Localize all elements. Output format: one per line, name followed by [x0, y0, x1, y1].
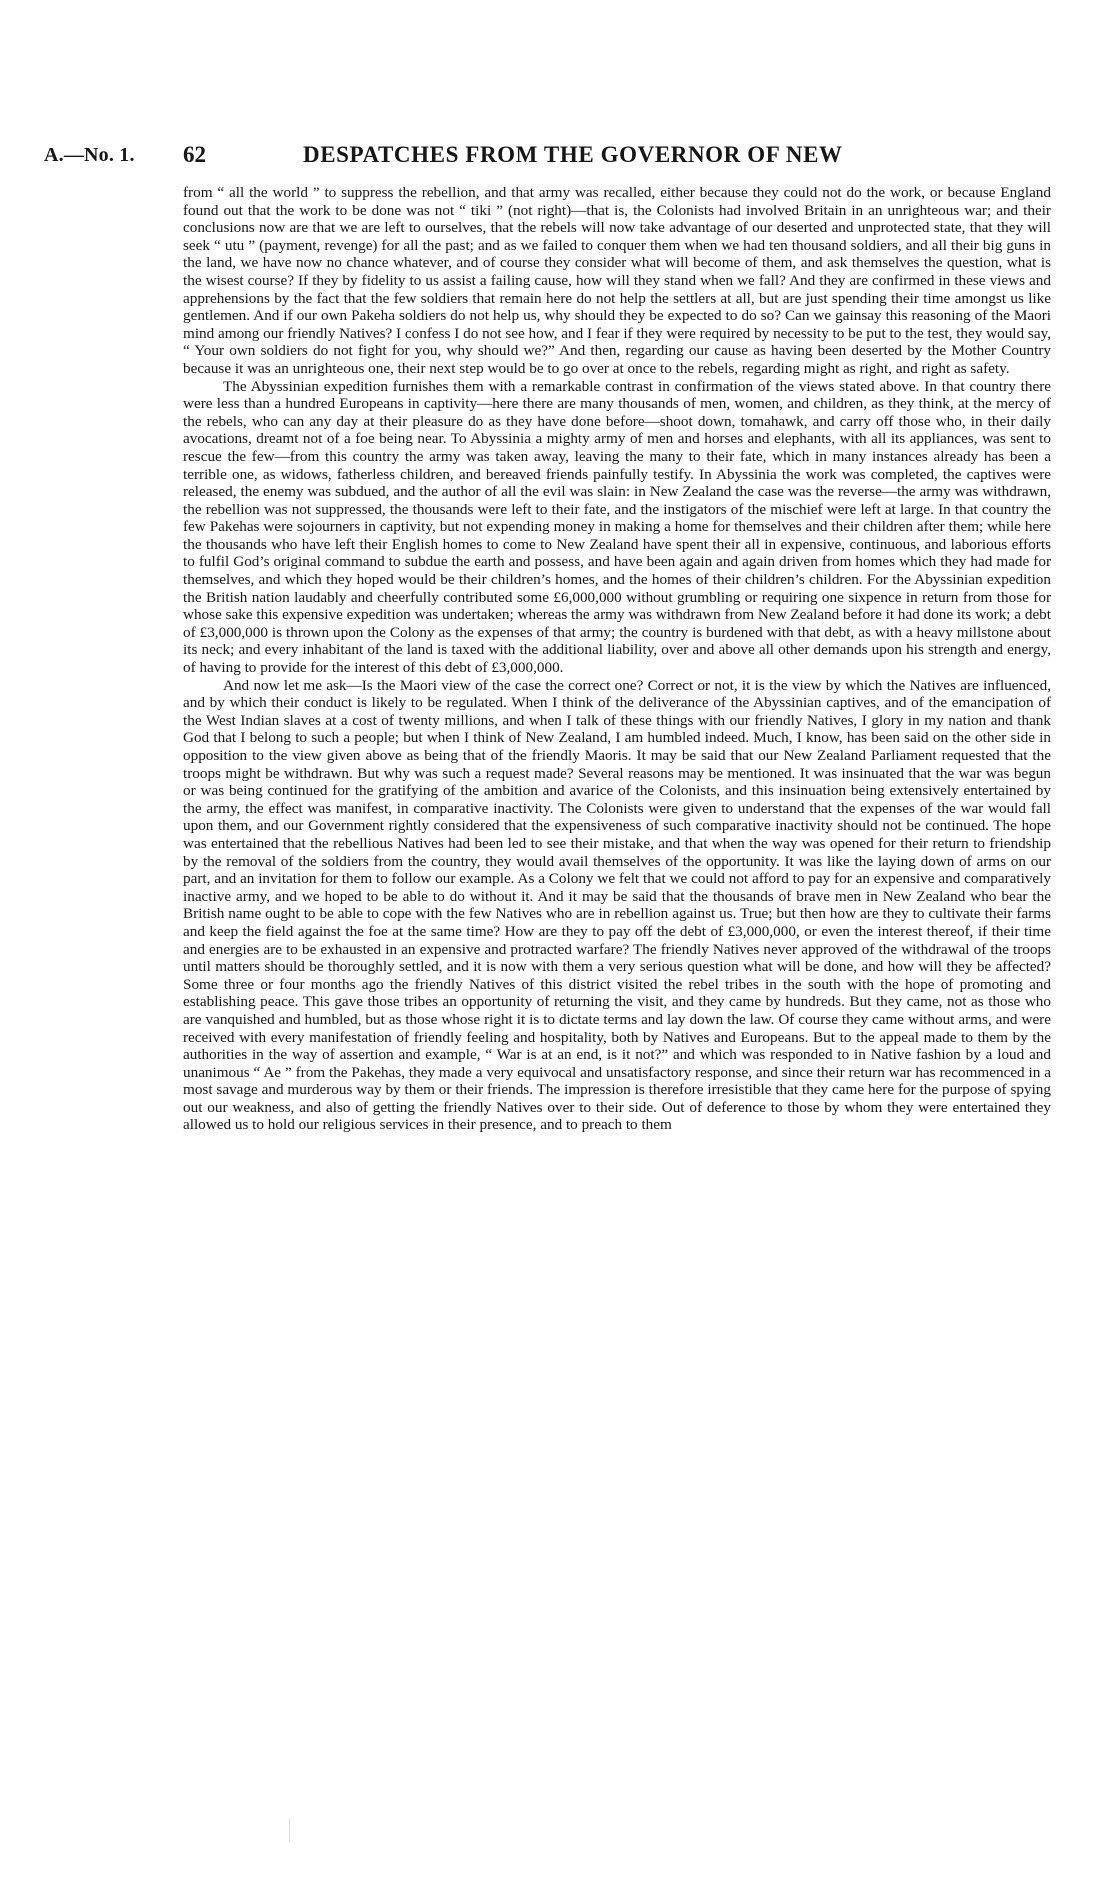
document-reference: A.—No. 1.: [44, 144, 135, 166]
page-number: 62: [183, 142, 206, 167]
scan-mark: [289, 1818, 290, 1842]
page-header: [0, 140, 1114, 172]
paragraph: The Abyssinian expedition furnishes them with a remarkable contrast in confirmation of the views stated above. In that country there were less than a hundred Europeans in captivity—here there are many thousands of men, women, and children, as they think, at the mercy of the rebels, who can any day at their pleasure do as they have done before—shoot down, tomahawk, and carry off those who, in their daily avocations, dreamt not of a foe being near. To Abyssinia a mighty army of men and horses and elephants, with all its appliances, was sent to rescue the few—from this country the army was taken away, leaving the many to their fate, which in many instances already has been a terrible one, as widows, fatherless children, and bereaved friends painfully testify. In Abyssinia the work was completed, the captives were released, the enemy was subdued, and the author of all the evil was slain: in New Zealand the case was the reverse—the army was withdrawn, the rebellion was not suppressed, the thousands were left to their fate, and the instigators of the mischief were left at large. In that country the few Pakehas were sojourners in captivity, but not expending money in making a home for themselves and their children after them; while here the thousands who have left their English homes to come to New Zealand have spent their all in expensive, continuous, and laborious efforts to fulfil God’s original command to subdue the earth and possess, and have been again and again driven from homes which they had made for themselves, and which they hoped would be their children’s homes, and the homes of their children’s children. For the Abyssinian expedition the British nation laudably and cheerfully contributed some £6,000,000 without grumbling or requiring one sixpence in return from those for whose sake this expensive expedition was undertaken; whereas the army was withdrawn from New Zealand before it had done its work; a debt of £3,000,000 is thrown upon the Colony as the expenses of that army; the country is burdened with that debt, as with a heavy millstone about its neck; and every inhabitant of the land is taxed with the additional liability, over and above all other demands upon his strength and energy, of having to provide for the interest of this debt of £3,000,000.: [183, 377, 1051, 677]
paragraph: from “ all the world ” to suppress the rebellion, and that army was recalled, either because they could not do the work, or because England found out that the work to be done was not “ tiki ” (not right)—that is, the Colonists had involved Britain in an unrighteous war; and their conclusions now are that we are left to ourselves, that the rebels will now take advantage of our deserted and unprotected state, that they will seek “ utu ” (payment, revenge) for all the past; and as we failed to conquer them when we had ten thousand soldiers, and all their big guns in the land, we have now no chance whatever, and of course they consider what will become of them, and ask themselves the question, what is the wisest course? If they by fidelity to us assist a failing cause, how will they stand when we fall? And they are confirmed in these views and apprehensions by the fact that the few soldiers that remain here do not help the settlers at all, but are just spending their time amongst us like gentlemen. And if our own Pakeha soldiers do not help us, why should they be expected to do so? Can we gainsay this reasoning of the Maori mind among our friendly Natives? I confess I do not see how, and I fear if they were required by necessity to be put to the test, they would say, “ Your own soldiers do not fight for you, why should we?” And then, regarding our cause as having been deserted by the Mother Country because it was an unrighteous one, their next step would be to go over at once to the rebels, regarding might as right, and right as safety.: [183, 184, 1051, 377]
paragraph: And now let me ask—Is the Maori view of the case the correct one? Correct or not, it is the view by which the Natives are influenced, and by which their conduct is likely to be regulated. When I think of the deliverance of the Abyssinian captives, and of the emancipation of the West Indian slaves at a cost of twenty millions, and when I talk of these things with our friendly Natives, I glory in my nation and thank God that I belong to such a people; but when I think of New Zealand, I am humbled indeed. Much, I know, has been said on the other side in opposition to the view given above as being that of the friendly Maoris. It may be said that our New Zealand Parliament requested that the troops might be withdrawn. But why was such a request made? Several reasons may be mentioned. It was insinuated that the war was begun or was being continued for the gratifying of the ambition and avarice of the Colonists, and this insinuation being extensively entertained by the army, the effect was manifest, in comparative inactivity. The Colonists were given to understand that the expenses of the war would fall upon them, and our Government rightly considered that the expensiveness of such comparative inactivity should not be continued. The hope was entertained that the rebellious Natives had been led to see their mistake, and that when the way was opened for their return to friendship by the removal of the soldiers from the country, they would avail themselves of the opportunity. It was like the laying down of arms on our part, and an invitation for them to follow our example. As a Colony we felt that we could not afford to pay for an expensive and comparatively inactive army, and we hoped to be able to do without it. And it may be said that the thousands of brave men in New Zealand who bear the British name ought to be able to cope with the few Natives who are in rebellion against us. True; but then how are they to cultivate their farms and keep the field against the foe at the same time? How are they to pay off the debt of £3,000,000, or even the interest thereof, if their time and energies are to be exhausted in an expensive and protracted warfare? The friendly Natives never approved of the withdrawal of the troops until matters should be thoroughly settled, and it is now with them a very serious question what will be done, and how will they be affected? Some three or four months ago the friendly Natives of this district visited the rebel tribes in the south with the hope of promoting and establishing peace. This gave those tribes an opportunity of returning the visit, and they came by hundreds. But they came, not as those who are vanquished and humbled, but as those whose right it is to dictate terms and lay down the law. Of course they came without arms, and were received with every manifestation of friendly feeling and hospitality, both by Natives and Europeans. But to the appeal made to them by the authorities in the way of assertion and example, “ War is at an end, is it not?” and which was responded to in Native fashion by a loud and unanimous “ Ae ” from the Pakehas, they made a very equivocal and unsatisfactory response, and since their return war has recommenced in a most savage and murderous way by them or their friends. The impression is therefore irresistible that they came here for the purpose of spying out our weakness, and also of getting the friendly Natives over to their side. Out of deference to those by whom they were entertained they allowed us to hold our religious services in their presence, and to preach to them: [183, 676, 1051, 1134]
running-title: DESPATCHES FROM THE GOVERNOR OF NEW: [303, 142, 843, 167]
body-text: [183, 184, 1051, 1134]
